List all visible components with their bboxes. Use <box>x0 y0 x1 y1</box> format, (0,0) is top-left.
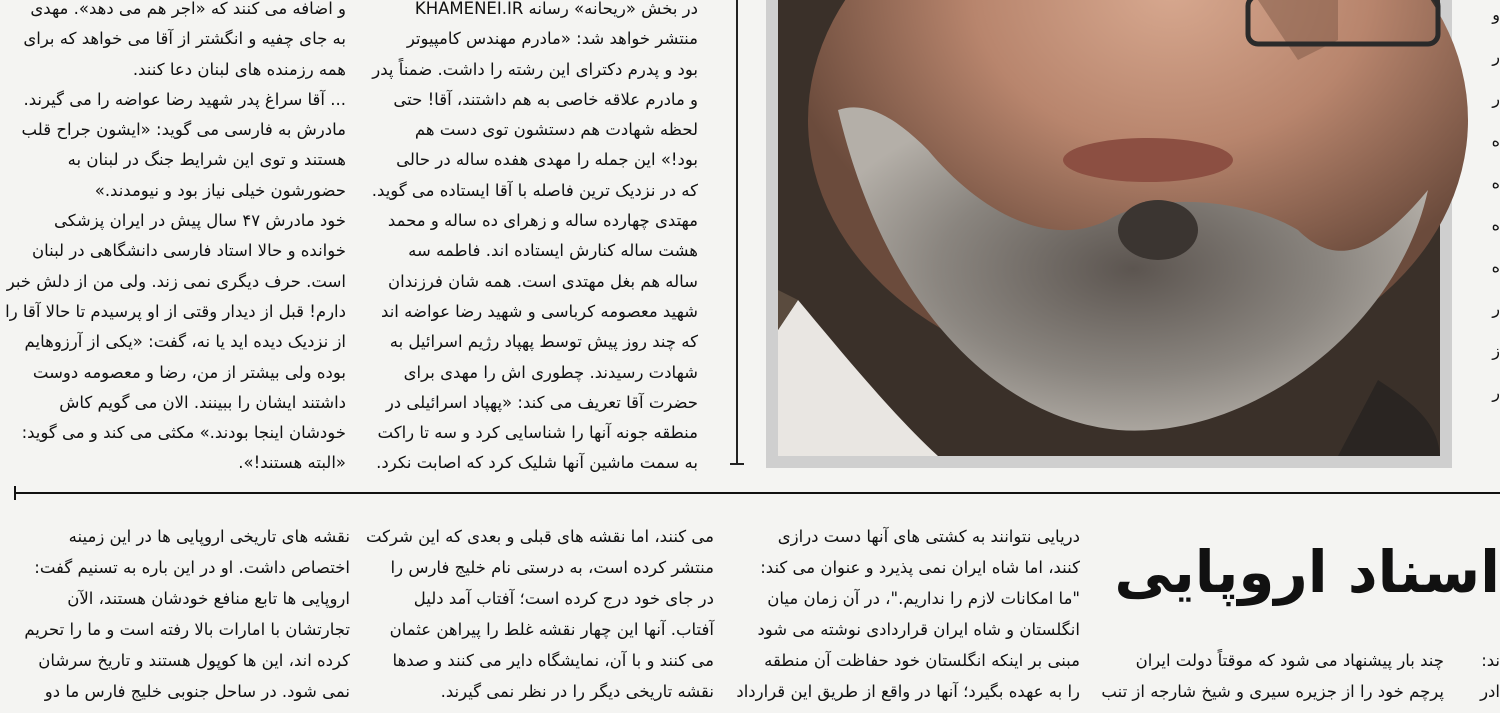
text-fragment: و <box>1492 5 1500 24</box>
text-fragment: ر <box>1492 383 1500 402</box>
text-fragment: ر <box>1492 89 1500 108</box>
text-line: حضورشون خیلی نیاز بود و نیومدند.» <box>94 180 346 200</box>
text-line: مبنی بر اینکه انگلستان خود حفاظت آن منطقه <box>764 651 1080 670</box>
text-line: مادرش به فارسی می گوید: «ایشون جراح قلب <box>21 120 346 140</box>
text-line: منطقه جونه آنها را شناسایی کرد و سه تا راکت <box>377 423 698 443</box>
text-line: ند: <box>1481 651 1500 670</box>
text-line: بود و پدرم دکترای این رشته را داشت. ضمناً پدر <box>372 59 698 79</box>
portrait-photo <box>778 0 1440 456</box>
article-column-bottom-2 <box>365 521 714 707</box>
text-line: اختصاص داشت. او در این باره به تسنیم گفت: <box>34 558 350 577</box>
photo-frame <box>766 0 1452 468</box>
portrait-illustration <box>778 0 1440 456</box>
text-line: منتشر کرده است، به درستی نام خلیج فارس را <box>390 558 714 577</box>
article-column-bottom-4 <box>1101 645 1444 707</box>
text-fragment: ر <box>1492 299 1500 318</box>
column-divider-tick <box>730 463 744 465</box>
text-fragment: ه <box>1491 215 1500 234</box>
text-line: «البته هستند!». <box>238 453 346 473</box>
text-line: خود مادرش ۴۷ سال پیش در ایران پزشکی <box>54 211 346 231</box>
text-line: را به عهده بگیرد؛ آنها در واقع از طریق این قرارداد <box>736 682 1080 701</box>
article-column-bottom-1 <box>20 521 350 707</box>
text-line: به جای چفیه و انگشتر از آقا می خواهد که برای <box>23 29 346 49</box>
text-fragment: ر <box>1492 47 1500 66</box>
article-column-top-left <box>5 0 346 479</box>
section-headline: اسناد اروپایی <box>1114 538 1500 606</box>
text-line: حضرت آقا تعریف می کند: «پهپاد اسرائیلی در <box>385 392 698 412</box>
text-fragment: ز <box>1492 341 1500 360</box>
text-line: دریایی نتوانند به کشتی های آنها دست درازی <box>777 527 1080 546</box>
text-line: پرچم خود را از جزیره سیری و شیخ شارجه از تنب <box>1101 682 1444 701</box>
text-line: لحظه شهادت هم دستشون توی دست هم <box>414 120 698 140</box>
text-fragment: ه <box>1491 257 1500 276</box>
text-line: خوانده و حالا استاد فارسی دانشگاهی در لبنان <box>31 241 346 261</box>
text-line: "ما امکانات لازم را نداریم."، در آن زمان میان <box>767 589 1080 608</box>
text-line: است. حرف دیگری نمی زند. ولی من از دلش خبر <box>6 271 346 291</box>
text-line: ... آقا سراغ پدر شهید رضا عواضه را می گیرند. <box>23 89 346 109</box>
text-line: تجارتشان با امارات بالا رفته است و ما را تحریم <box>24 620 350 639</box>
text-line: هشت ساله کنارش ایستاده اند. فاطمه سه <box>408 241 698 261</box>
adjacent-column-fragments <box>1476 0 1500 470</box>
text-line: به سمت ماشین آنها شلیک کرد که اصابت نکرد. <box>376 453 698 473</box>
text-line: داشتند ایشان را ببینند. الان می گویم کاش <box>59 392 346 412</box>
text-line: در بخش «ریحانه» رسانه KHAMENEI.IR <box>414 0 698 18</box>
article-column-bottom-5 <box>1462 645 1500 707</box>
text-line: می کنند و با آن، نمایشگاه دایر می کنند و صدها <box>392 651 714 670</box>
text-line: از نزدیک دیده اید یا نه، گفت: «یکی از آرزوهایم <box>24 332 346 352</box>
column-divider <box>736 0 738 464</box>
text-line: همه رزمنده های لبنان دعا کنند. <box>132 59 346 79</box>
text-line: بوده ولی بیشتر از من، رضا و معصومه دوست <box>32 362 346 382</box>
text-line: نقشه های تاریخی اروپایی ها در این زمینه <box>68 527 350 546</box>
text-line: دارم! قبل از دیدار وقتی از او پرسیدم تا حالا آقا را <box>5 301 346 321</box>
text-line: مهتدی چهارده ساله و زهرای ده ساله و محمد <box>387 211 698 231</box>
article-column-top-middle <box>371 0 698 479</box>
text-line: چند بار پیشنهاد می شود که موقتاً دولت ایران <box>1135 651 1444 670</box>
text-line: می کنند، اما نقشه های قبلی و بعدی که این شرکت <box>365 527 714 546</box>
text-line: شهید معصومه کرباسی و شهید رضا عواضه اند <box>381 301 698 321</box>
text-line: در جای خود درج کرده است؛ آفتاب آمد دلیل <box>413 589 714 608</box>
text-line: که چند روز پیش توسط پهپاد رژیم اسرائیل به <box>389 332 698 352</box>
text-line: نمی شود. در ساحل جنوبی خلیج فارس ما دو <box>44 682 350 701</box>
text-line: کرده اند، این ها کوپول هستند و تاریخ سرشان <box>38 651 350 670</box>
text-line: منتشر خواهد شد: «مادرم مهندس کامپیوتر <box>406 29 698 49</box>
section-divider-tick <box>14 486 16 500</box>
section-divider <box>14 492 1500 494</box>
text-line: و اضافه می کنند که «اجر هم می دهد». مهدی <box>30 0 346 18</box>
text-fragment: ه <box>1491 173 1500 192</box>
text-line: که در نزدیک ترین فاصله با آقا ایستاده می گوید. <box>371 180 698 200</box>
text-line: ساله هم بغل مهتدی است. همه شان فرزندان <box>388 271 698 291</box>
text-line: آفتاب. آنها این چهار نقشه غلط را پیراهن عثمان <box>389 620 714 639</box>
text-line: شهادت رسیدند. چطوری اش را مهدی برای <box>403 362 698 382</box>
text-line: هستند و توی این شرایط جنگ در لبنان به <box>67 150 346 170</box>
text-line: بود!» این جمله را مهدی هفده ساله در حالی <box>396 150 698 170</box>
text-line: نقشه تاریخی دیگر را در نظر نمی گیرند. <box>440 682 714 701</box>
text-line: ادر <box>1480 682 1500 701</box>
text-fragment: ه <box>1491 131 1500 150</box>
text-line: و مادرم علاقه خاصی به هم داشتند، آقا! حتی <box>393 89 698 109</box>
text-line: خودشان اینجا بودند.» مکثی می کند و می گوید: <box>21 423 346 443</box>
text-line: کنند، اما شاه ایران نمی پذیرد و عنوان می کند: <box>760 558 1080 577</box>
text-line: انگلستان و شاه ایران قراردادی نوشته می شود <box>757 620 1080 639</box>
text-line: اروپایی ها تابع منافع خودشان هستند، الآن <box>67 589 350 608</box>
article-column-bottom-3 <box>736 521 1080 707</box>
